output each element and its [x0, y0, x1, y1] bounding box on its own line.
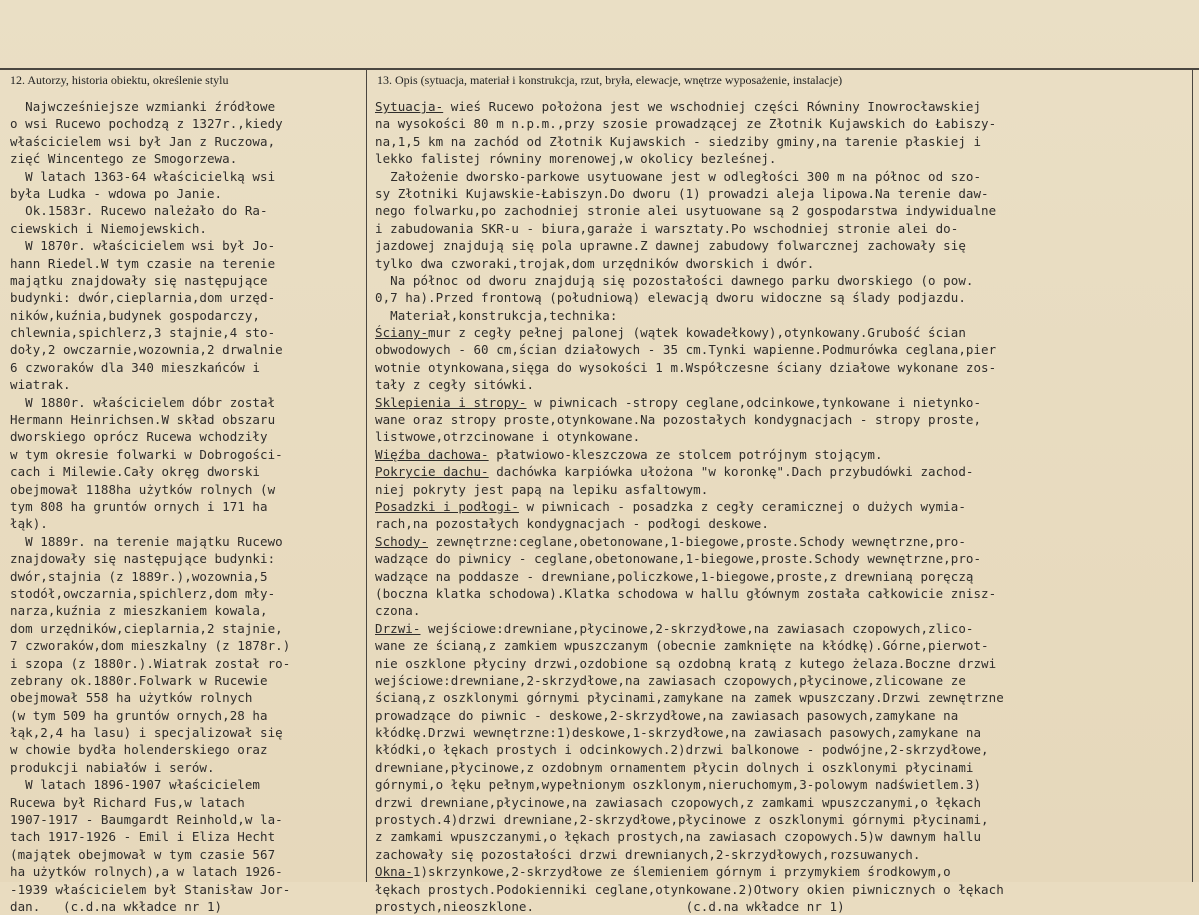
line-text: nie oszklone płyciny drzwi,ozdobione są ozdobną kratą z kutego żelaza.Boczne drzwi — [375, 655, 997, 671]
line-text: w piwnicach -stropy ceglane,odcinkowe,tynkowane i nietynko- — [526, 394, 982, 410]
line-text: w piwnicach - posadzka z cegły ceramicznej o dużych wymia- — [518, 498, 966, 514]
history-text-line: zebrany ok.1880r.Folwark w Rucewie — [10, 672, 268, 688]
description-text-line — [375, 881, 1193, 898]
history-text-line: zięć Wincentego ze Smogorzewa. — [10, 151, 238, 167]
underlined-term: Okna- — [375, 864, 413, 880]
line-text: prostych,nieoszklone. (c.d.na wkładce nr 1) — [375, 898, 845, 914]
description-text-line — [375, 463, 1193, 480]
line-text: 0,7 ha).Przed frontową (południową) elewacją dworu widoczne są ślady podjazdu. — [375, 290, 966, 306]
history-text-line: majątku znajdowały się następujące — [10, 272, 268, 288]
history-text-line: doły,2 owczarnie,wozownia,2 drwalnie — [10, 342, 283, 358]
line-text: tylko dwa czworaki,trojak,dom urzędników dworskich i dwór. — [375, 255, 815, 271]
line-text: czona. — [375, 603, 421, 619]
description-text-line — [375, 620, 1193, 637]
description-text-line — [375, 255, 1193, 272]
description-text-line — [375, 515, 1193, 532]
history-text-line: obejmował 1188ha użytków rolnych (w — [10, 481, 276, 497]
history-text-line: znajdowały się następujące budynki: — [10, 551, 276, 567]
line-text: prostych.4)drzwi drewniane,2-skrzydłowe,płycinowe z oszklonymi górnymi płycinami, — [375, 812, 989, 828]
underlined-term: Pokrycie dachu- — [375, 464, 489, 480]
description-text-line — [375, 498, 1193, 515]
underlined-term: Więźba dachowa- — [375, 446, 489, 462]
history-text-line: W latach 1363-64 właścicielką wsi — [10, 168, 276, 184]
history-text-line: produkcji nabiałów i serów. — [10, 759, 215, 775]
history-text-line: łąk,2,4 ha lasu) i specjalizował się — [10, 725, 283, 741]
underlined-term: Sytuacja- — [375, 99, 444, 114]
history-text-line: dan. (c.d.na wkładce nr 1) — [10, 898, 223, 914]
history-text-line: chlewnia,spichlerz,3 stajnie,4 sto- — [10, 325, 276, 341]
description-text-line — [375, 863, 1193, 880]
description-text-line — [375, 115, 1193, 132]
line-text: wane ze ścianą,z zamkiem wpuszczanym (obecnie zamknięte na kłódkę).Górne,pierwot- — [375, 638, 989, 654]
description-text-line — [375, 446, 1193, 463]
line-text: niej pokryty jest papą na lepiku asfaltowym. — [375, 481, 709, 497]
history-text-column — [10, 98, 362, 914]
underlined-term: Drzwi- — [375, 620, 421, 636]
line-text: jazdowej znajdują się pola uprawne.Z dawnej zabudowy folwarcznej zachowały się — [375, 238, 966, 254]
line-text: wieś Rucewo położona jest we wschodniej części Równiny Inowrocławskiej — [443, 99, 982, 114]
line-text: wadzące na poddasze - drewniane,policzkowe,1-biegowe,proste,z drewnianą poręczą — [375, 568, 974, 584]
line-text: wotnie otynkowana,sięga do wysokości 1 m.Współczesne ściany działowe wykonane zos- — [375, 359, 997, 375]
history-text-line: obejmował 558 ha użytków rolnych — [10, 690, 253, 706]
description-text-line — [375, 307, 1193, 324]
description-text-line — [375, 202, 1193, 219]
history-text-line: ha użytków rolnych),a w latach 1926- — [10, 864, 283, 880]
description-text-line — [375, 272, 1193, 289]
history-text-line: 1907-1917 - Baumgardt Reinhold,w la- — [10, 812, 283, 828]
description-text-line — [375, 481, 1193, 498]
line-text: (boczna klatka schodowa).Klatka schodowa w hallu głównym została całkowicie znisz- — [375, 585, 997, 601]
history-text-line: Ok.1583r. Rucewo należało do Ra- — [10, 203, 268, 219]
history-text-line: narza,kuźnia z mieszkaniem kowala, — [10, 603, 268, 619]
line-text: ścianą,z oszklonymi górnymi płycinami,zamykane na zamek wpuszczany.Drzwi zewnętrzne — [375, 690, 1004, 706]
description-text-line — [375, 776, 1193, 793]
section-13-heading: 13. Opis (sytuacja, materiał i konstrukcja, rzut, bryła, elewacje, wnętrze wyposażenie, instalacje) — [377, 73, 843, 87]
line-text: zewnętrzne:ceglane,obetonowane,1-biegowe,proste.Schody wewnętrzne,pro- — [428, 533, 966, 549]
line-text: tały z cegły sitówki. — [375, 377, 535, 393]
history-text-line: W latach 1896-1907 właścicielem — [10, 777, 260, 793]
top-rule — [0, 68, 1199, 70]
history-text-line: w tym okresie folwarki w Dobrogości- — [10, 446, 283, 462]
description-text-line — [375, 759, 1193, 776]
line-text: wane oraz stropy proste,otynkowane.Na pozostałych kondygnacjach - stropy proste, — [375, 412, 982, 428]
line-text: drzwi drewniane,płycinowe,na zawiasach czopowych,z zamkami wpuszczanymi,o łękach — [375, 794, 982, 810]
history-text-line: W 1880r. właścicielem dóbr został — [10, 394, 276, 410]
line-text: obwodowych - 60 cm,ścian działowych - 35 cm.Tynki wapienne.Podmurówka ceglana,pier — [375, 342, 997, 358]
line-text: Materiał,konstrukcja,technika: — [375, 307, 618, 323]
underlined-term: Ściany- — [375, 325, 429, 341]
description-text-line — [375, 707, 1193, 724]
underlined-term: Posadzki i podłogi- — [375, 498, 519, 514]
history-text-line: właścicielem wsi był Jan z Ruczowa, — [10, 133, 276, 149]
description-text-line — [375, 568, 1193, 585]
section-12-heading: 12. Autorzy, historia obiektu, określenie stylu — [10, 73, 229, 87]
description-text-line — [375, 655, 1193, 672]
description-text-line — [375, 150, 1193, 167]
description-text-line — [375, 324, 1193, 341]
line-text: listwowe,otrzcinowane i otynkowane. — [375, 429, 641, 445]
history-text-line: (w tym 509 ha gruntów ornych,28 ha — [10, 707, 268, 723]
line-text: na wysokości 80 m n.p.m.,przy szosie prowadzącej ze Złotnik Kujawskich do Łabiszy- — [375, 116, 997, 132]
description-text-line — [375, 168, 1193, 185]
history-text-line: Najwcześniejsze wzmianki źródłowe — [10, 99, 276, 114]
description-text-line — [375, 672, 1193, 689]
description-text-line — [375, 289, 1193, 306]
history-text-line: tym 808 ha gruntów ornych i 171 ha — [10, 498, 268, 514]
line-text: sy Złotniki Kujawskie-Łabiszyn.Do dworu (1) prowadzi aleja lipowa.Na terenie daw- — [375, 185, 989, 201]
line-text: kłódki,o łękach prostych i odcinkowych.2)drzwi balkonowe - podwójne,2-skrzydłowe, — [375, 742, 989, 758]
history-text-line: -1939 właścicielem był Stanisław Jor- — [10, 881, 291, 897]
line-text: wejściowe:drewniane,2-skrzydłowe,na zawiasach czopowych,płycinowe,zlicowane ze — [375, 672, 966, 688]
history-text-line: była Ludka - wdowa po Janie. — [10, 185, 223, 201]
history-text-line: dwór,stajnia (z 1889r.),wozownia,5 — [10, 568, 268, 584]
description-text-line — [375, 689, 1193, 706]
description-text-line — [375, 394, 1193, 411]
description-text-line — [375, 585, 1193, 602]
description-text-line — [375, 220, 1193, 237]
description-text-line — [375, 724, 1193, 741]
line-text: Założenie dworsko-parkowe usytuowane jest w odległości 300 m na północ od szo- — [375, 168, 982, 184]
line-text: 1)skrzynkowe,2-skrzydłowe ze ślemieniem górnym i przymykiem środkowym,o — [412, 864, 951, 880]
description-text-line — [375, 550, 1193, 567]
line-text: łękach prostych.Podokienniki ceglane,otynkowane.2)Otwory okien piwnicznych o łękach — [375, 881, 1004, 897]
history-text-line: W 1889r. na terenie majątku Rucewo — [10, 533, 283, 549]
history-text-line: o wsi Rucewo pochodzą z 1327r.,kiedy — [10, 116, 283, 132]
line-text: i zabudowania SKR-u - biura,garaże i warsztaty.Po wschodniej stronie alei do- — [375, 220, 959, 236]
line-text: zachowały się pozostałości drzwi drewnianych,2-skrzydłowych,rozsuwanych. — [375, 846, 921, 862]
description-text-line — [375, 741, 1193, 758]
line-text: górnymi,o łęku pełnym,wypełnionym oszklonym,nieruchomym,3-polowym nadświetlem.3) — [375, 777, 982, 793]
history-text-line: stodół,owczarnia,spichlerz,dom mły- — [10, 585, 276, 601]
history-text-line: łąk). — [10, 516, 48, 532]
line-text: prowadzące do piwnic - deskowe,2-skrzydłowe,na zawiasach pasowych,zamykane na — [375, 707, 959, 723]
description-text-line — [375, 185, 1193, 202]
history-text-line: Hermann Heinrichsen.W skład obszaru — [10, 412, 276, 428]
description-text-line — [375, 359, 1193, 376]
history-text-line: Rucewa był Richard Fus,w latach — [10, 794, 245, 810]
history-text-line: wiatrak. — [10, 377, 71, 393]
description-text-column — [375, 98, 1193, 914]
line-text: drewniane,płycinowe,z ozdobnym ornamentem płycin dolnych i oszklonymi płycinami — [375, 759, 974, 775]
description-text-line — [375, 602, 1193, 619]
description-text-line — [375, 811, 1193, 828]
description-text-line — [375, 341, 1193, 358]
line-text: płatwiowo-kleszczowa ze stolcem potrójnym stojącym. — [488, 446, 883, 462]
description-text-line — [375, 411, 1193, 428]
underlined-term: Schody- — [375, 533, 429, 549]
line-text: lekko falistej równiny morenowej,w okolicy bezleśnej. — [375, 151, 777, 167]
history-text-line: i szopa (z 1880r.).Wiatrak został ro- — [10, 655, 291, 671]
history-text-line: (majątek obejmował w tym czasie 567 — [10, 846, 276, 862]
line-text: wejściowe:drewniane,płycinowe,2-skrzydłowe,na zawiasach czopowych,zlico- — [420, 620, 974, 636]
description-text-line — [375, 428, 1193, 445]
line-text: z zamkami wpuszczanymi,o łękach prostych,na zawiasach czopowych.5)w dawnym hallu — [375, 829, 982, 845]
history-text-line: budynki: dwór,cieplarnia,dom urzęd- — [10, 290, 276, 306]
description-text-line — [375, 133, 1193, 150]
description-text-line — [375, 828, 1193, 845]
history-text-line: hann Riedel.W tym czasie na terenie — [10, 255, 276, 271]
line-text: kłódkę.Drzwi wewnętrzne:1)deskowe,1-skrzydłowe,na zawiasach pasowych,zamykane na — [375, 725, 982, 741]
history-text-line: dworskiego oprócz Rucewa wchodziły — [10, 429, 268, 445]
description-text-line — [375, 794, 1193, 811]
history-text-line: ciewskich i Niemojewskich. — [10, 220, 207, 236]
line-text: wadzące do piwnicy - ceglane,obetonowane,1-biegowe,proste.Schody wewnętrzne,pro- — [375, 551, 982, 567]
description-text-line — [375, 898, 1193, 915]
underlined-term: Sklepienia i stropy- — [375, 394, 527, 410]
history-text-line: 6 czworaków dla 340 mieszkańców i — [10, 359, 260, 375]
line-text: dachówka karpiówka ułożona "w koronkę".Dach przybudówki zachod- — [488, 464, 974, 480]
history-text-line: 7 czworaków,dom mieszkalny (z 1878r.) — [10, 638, 291, 654]
line-text: Na północ od dworu znajdują się pozostałości dawnego parku dworskiego (o pow. — [375, 272, 974, 288]
history-text-line: W 1870r. właścicielem wsi był Jo- — [10, 238, 276, 254]
description-text-line — [375, 376, 1193, 393]
line-text: nego folwarku,po zachodniej stronie alei usytuowane są 2 gospodarstwa indywidualne — [375, 203, 997, 219]
description-text-line — [375, 637, 1193, 654]
description-text-line — [375, 846, 1193, 863]
line-text: rach,na pozostałych kondygnacjach - podłogi deskowe. — [375, 516, 769, 532]
history-text-line: cach i Milewie.Cały okręg dworski — [10, 464, 260, 480]
history-text-line: w chowie bydła holenderskiego oraz — [10, 742, 268, 758]
line-text: na,1,5 km na zachód od Złotnik Kujawskich - siedziby gminy,na tarenie płaskiej i — [375, 133, 982, 149]
history-text-line: tach 1917-1926 - Emil i Eliza Hecht — [10, 829, 276, 845]
line-text: mur z cegły pełnej palonej (wątek kowadełkowy),otynkowany.Grubość ścian — [428, 325, 966, 341]
column-divider — [366, 68, 367, 882]
description-text-line — [375, 237, 1193, 254]
description-text-line — [375, 533, 1193, 550]
description-text-line — [375, 98, 1193, 115]
history-text-line: dom urzędników,cieplarnia,2 stajnie, — [10, 620, 283, 636]
history-text-line: ników,kuźnia,budynek gospodarczy, — [10, 307, 260, 323]
